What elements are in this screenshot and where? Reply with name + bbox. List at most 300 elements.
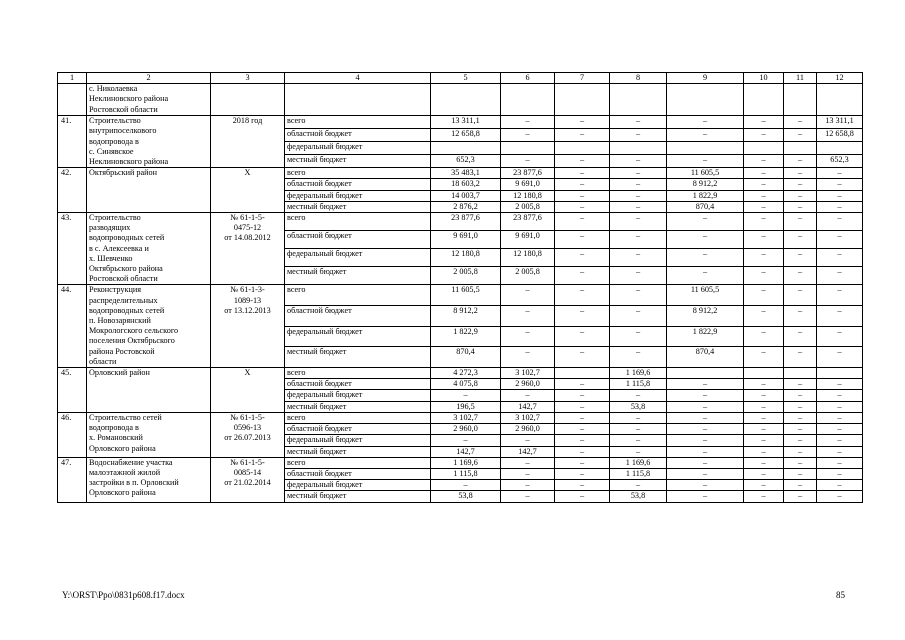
amount-cell: – bbox=[817, 190, 863, 201]
document-ref: № 61-1-5- 0475-12 от 14.08.2012 bbox=[211, 213, 285, 285]
amount-cell bbox=[610, 142, 667, 155]
amount-cell bbox=[784, 368, 817, 379]
amount-cell: – bbox=[744, 116, 784, 129]
amount-cell: – bbox=[784, 412, 817, 423]
amount-cell: – bbox=[667, 116, 744, 129]
amount-cell: – bbox=[744, 347, 784, 368]
funding-source: федеральный бюджет bbox=[285, 190, 431, 201]
amount-cell: 9 691,0 bbox=[431, 231, 501, 249]
amount-cell: – bbox=[744, 179, 784, 190]
amount-cell: – bbox=[555, 457, 610, 468]
amount-cell: – bbox=[817, 446, 863, 457]
amount-cell: – bbox=[784, 491, 817, 502]
amount-cell: – bbox=[610, 201, 667, 212]
amount-cell: 870,4 bbox=[667, 201, 744, 212]
amount-cell bbox=[555, 142, 610, 155]
amount-cell bbox=[501, 142, 555, 155]
object-name: Водоснабжение участка малоэтажной жилой застройки в п. Орловский Орловского района bbox=[87, 457, 211, 502]
amount-cell: – bbox=[501, 480, 555, 491]
table-row bbox=[58, 213, 863, 231]
row-number: 45. bbox=[58, 368, 87, 413]
amount-cell: – bbox=[610, 213, 667, 231]
funding-source: всего bbox=[285, 285, 431, 306]
amount-cell: 11 605,5 bbox=[431, 285, 501, 306]
amount-cell: – bbox=[667, 390, 744, 401]
amount-cell: – bbox=[817, 201, 863, 212]
amount-cell: – bbox=[431, 480, 501, 491]
amount-cell bbox=[784, 142, 817, 155]
document-ref: Х bbox=[211, 368, 285, 413]
amount-cell: – bbox=[744, 213, 784, 231]
amount-cell: – bbox=[667, 213, 744, 231]
amount-cell: – bbox=[667, 249, 744, 267]
funding-source: местный бюджет bbox=[285, 201, 431, 212]
row-number: 43. bbox=[58, 213, 87, 285]
amount-cell: – bbox=[501, 468, 555, 479]
amount-cell: – bbox=[817, 480, 863, 491]
amount-cell: – bbox=[610, 424, 667, 435]
amount-cell: – bbox=[744, 390, 784, 401]
amount-cell: – bbox=[555, 480, 610, 491]
amount-cell: 2 005,8 bbox=[431, 267, 501, 285]
amount-cell: 1 822,9 bbox=[667, 190, 744, 201]
amount-cell: – bbox=[817, 457, 863, 468]
amount-cell: – bbox=[610, 480, 667, 491]
funding-source: федеральный бюджет bbox=[285, 435, 431, 446]
object-name: с. Николаевка Неклиновского района Ростовской области bbox=[87, 84, 211, 116]
amount-cell: 23 877,6 bbox=[501, 213, 555, 231]
amount-cell: – bbox=[817, 412, 863, 423]
amount-cell: – bbox=[784, 129, 817, 142]
amount-cell: – bbox=[817, 213, 863, 231]
amount-cell: 142,7 bbox=[501, 446, 555, 457]
amount-cell bbox=[431, 142, 501, 155]
funding-source: местный бюджет bbox=[285, 155, 431, 168]
funding-source: областной бюджет bbox=[285, 379, 431, 390]
amount-cell: 1 169,6 bbox=[610, 368, 667, 379]
amount-cell: 23 877,6 bbox=[431, 213, 501, 231]
amount-cell: – bbox=[784, 179, 817, 190]
amount-cell: – bbox=[431, 390, 501, 401]
amount-cell: – bbox=[817, 401, 863, 412]
amount-cell: – bbox=[667, 491, 744, 502]
amount-cell bbox=[555, 368, 610, 379]
funding-source: местный бюджет bbox=[285, 267, 431, 285]
amount-cell: 870,4 bbox=[431, 347, 501, 368]
table-cell bbox=[784, 84, 817, 116]
amount-cell: 13 311,1 bbox=[431, 116, 501, 129]
table-row bbox=[58, 168, 863, 179]
amount-cell: – bbox=[610, 168, 667, 179]
table-cell bbox=[285, 84, 431, 116]
funding-source: областной бюджет bbox=[285, 129, 431, 142]
column-header: 3 bbox=[211, 73, 285, 84]
amount-cell: – bbox=[784, 390, 817, 401]
column-header: 12 bbox=[817, 73, 863, 84]
table-cell bbox=[501, 84, 555, 116]
amount-cell: – bbox=[501, 306, 555, 327]
column-header: 8 bbox=[610, 73, 667, 84]
amount-cell: – bbox=[555, 306, 610, 327]
amount-cell: – bbox=[501, 116, 555, 129]
amount-cell: – bbox=[501, 129, 555, 142]
row-number: 47. bbox=[58, 457, 87, 502]
amount-cell: – bbox=[817, 379, 863, 390]
amount-cell: – bbox=[555, 231, 610, 249]
funding-source: всего bbox=[285, 116, 431, 129]
amount-cell: – bbox=[667, 412, 744, 423]
column-header: 4 bbox=[285, 73, 431, 84]
amount-cell: – bbox=[667, 424, 744, 435]
table-row bbox=[58, 285, 863, 306]
amount-cell: – bbox=[817, 306, 863, 327]
amount-cell: – bbox=[555, 347, 610, 368]
column-header: 6 bbox=[501, 73, 555, 84]
amount-cell: – bbox=[784, 116, 817, 129]
amount-cell: 4 075,8 bbox=[431, 379, 501, 390]
funding-source: областной бюджет bbox=[285, 468, 431, 479]
amount-cell bbox=[667, 142, 744, 155]
amount-cell: – bbox=[555, 190, 610, 201]
amount-cell: – bbox=[817, 326, 863, 347]
amount-cell: 1 822,9 bbox=[431, 326, 501, 347]
funding-source: областной бюджет bbox=[285, 231, 431, 249]
amount-cell: – bbox=[555, 379, 610, 390]
amount-cell: – bbox=[817, 435, 863, 446]
amount-cell: – bbox=[744, 190, 784, 201]
amount-cell: 2 005,8 bbox=[501, 201, 555, 212]
continuation-row bbox=[58, 84, 863, 116]
amount-cell: – bbox=[501, 285, 555, 306]
amount-cell: – bbox=[817, 179, 863, 190]
amount-cell: 196,5 bbox=[431, 401, 501, 412]
amount-cell: – bbox=[817, 468, 863, 479]
column-header: 5 bbox=[431, 73, 501, 84]
amount-cell: – bbox=[784, 457, 817, 468]
table-row bbox=[58, 368, 863, 379]
amount-cell: – bbox=[555, 491, 610, 502]
amount-cell: – bbox=[817, 267, 863, 285]
object-name: Реконструкция распределительных водопроводных сетей п. Новозарянский Мокрологского сельского поселения Октябрьского района Ростовской области bbox=[87, 285, 211, 368]
amount-cell: – bbox=[784, 468, 817, 479]
amount-cell: – bbox=[667, 468, 744, 479]
object-name: Строительство сетей водопровода в х. Романовский Орловского района bbox=[87, 412, 211, 457]
column-header: 1 bbox=[58, 73, 87, 84]
amount-cell: – bbox=[784, 326, 817, 347]
amount-cell: – bbox=[817, 231, 863, 249]
amount-cell: – bbox=[501, 390, 555, 401]
funding-source: всего bbox=[285, 368, 431, 379]
amount-cell: – bbox=[501, 347, 555, 368]
amount-cell: – bbox=[610, 155, 667, 168]
amount-cell: – bbox=[784, 249, 817, 267]
amount-cell: – bbox=[501, 491, 555, 502]
amount-cell: – bbox=[784, 306, 817, 327]
amount-cell: 9 691,0 bbox=[501, 231, 555, 249]
amount-cell: – bbox=[667, 155, 744, 168]
column-header: 11 bbox=[784, 73, 817, 84]
document-ref: № 61-1-3- 1089-13 от 13.12.2013 bbox=[211, 285, 285, 368]
amount-cell: – bbox=[817, 390, 863, 401]
amount-cell: 8 912,2 bbox=[667, 179, 744, 190]
amount-cell: – bbox=[784, 480, 817, 491]
funding-source: областной бюджет bbox=[285, 424, 431, 435]
amount-cell: – bbox=[667, 129, 744, 142]
funding-source: областной бюджет bbox=[285, 179, 431, 190]
funding-source: федеральный бюджет bbox=[285, 326, 431, 347]
amount-cell bbox=[817, 142, 863, 155]
amount-cell: – bbox=[744, 129, 784, 142]
amount-cell: – bbox=[817, 347, 863, 368]
amount-cell: – bbox=[610, 446, 667, 457]
amount-cell: 12 180,8 bbox=[501, 190, 555, 201]
document-ref: 2018 год bbox=[211, 116, 285, 168]
amount-cell: – bbox=[817, 491, 863, 502]
amount-cell: – bbox=[555, 401, 610, 412]
amount-cell: – bbox=[610, 285, 667, 306]
header-row bbox=[58, 73, 863, 84]
amount-cell: 23 877,6 bbox=[501, 168, 555, 179]
amount-cell: – bbox=[555, 267, 610, 285]
amount-cell: – bbox=[555, 168, 610, 179]
amount-cell: 18 603,2 bbox=[431, 179, 501, 190]
amount-cell: – bbox=[784, 435, 817, 446]
amount-cell: 142,7 bbox=[431, 446, 501, 457]
amount-cell: – bbox=[555, 155, 610, 168]
object-name: Октябрьский район bbox=[87, 168, 211, 213]
amount-cell: – bbox=[431, 435, 501, 446]
amount-cell: 652,3 bbox=[817, 155, 863, 168]
amount-cell: – bbox=[610, 435, 667, 446]
object-name: Строительство внутрипоселкового водопровода в с. Синявское Неклиновского района bbox=[87, 116, 211, 168]
table-cell bbox=[610, 84, 667, 116]
amount-cell: – bbox=[555, 179, 610, 190]
amount-cell: – bbox=[744, 424, 784, 435]
amount-cell: – bbox=[555, 201, 610, 212]
amount-cell: – bbox=[555, 435, 610, 446]
amount-cell: – bbox=[744, 468, 784, 479]
amount-cell: 1 115,8 bbox=[431, 468, 501, 479]
amount-cell: – bbox=[610, 179, 667, 190]
amount-cell: 3 102,7 bbox=[501, 368, 555, 379]
amount-cell: – bbox=[744, 401, 784, 412]
amount-cell: – bbox=[744, 326, 784, 347]
row-number: 42. bbox=[58, 168, 87, 213]
amount-cell: 1 115,8 bbox=[610, 379, 667, 390]
funding-source: федеральный бюджет bbox=[285, 480, 431, 491]
budget-table bbox=[57, 72, 863, 503]
funding-source: областной бюджет bbox=[285, 306, 431, 327]
amount-cell: 12 180,8 bbox=[501, 249, 555, 267]
amount-cell: – bbox=[817, 249, 863, 267]
amount-cell: 8 912,2 bbox=[667, 306, 744, 327]
column-header: 7 bbox=[555, 73, 610, 84]
amount-cell: 870,4 bbox=[667, 347, 744, 368]
column-header: 9 bbox=[667, 73, 744, 84]
table-cell bbox=[58, 84, 87, 116]
amount-cell: – bbox=[744, 435, 784, 446]
footer-file-path: Y:\ORST\Ppo\0831p608.f17.docx bbox=[62, 590, 185, 600]
funding-source: федеральный бюджет bbox=[285, 142, 431, 155]
amount-cell: – bbox=[555, 213, 610, 231]
amount-cell: 53,8 bbox=[610, 491, 667, 502]
amount-cell: 14 003,7 bbox=[431, 190, 501, 201]
amount-cell: – bbox=[501, 457, 555, 468]
amount-cell: – bbox=[817, 424, 863, 435]
amount-cell: – bbox=[610, 390, 667, 401]
page-number: 85 bbox=[836, 590, 845, 600]
amount-cell: – bbox=[744, 446, 784, 457]
amount-cell: – bbox=[784, 446, 817, 457]
amount-cell: – bbox=[667, 446, 744, 457]
amount-cell: – bbox=[744, 491, 784, 502]
funding-source: федеральный бюджет bbox=[285, 390, 431, 401]
amount-cell: – bbox=[744, 249, 784, 267]
amount-cell: – bbox=[555, 390, 610, 401]
document-ref: Х bbox=[211, 168, 285, 213]
funding-source: всего bbox=[285, 168, 431, 179]
funding-source: всего bbox=[285, 213, 431, 231]
amount-cell: – bbox=[784, 285, 817, 306]
amount-cell: – bbox=[610, 231, 667, 249]
amount-cell: 2 876,2 bbox=[431, 201, 501, 212]
amount-cell: – bbox=[555, 412, 610, 423]
amount-cell: – bbox=[784, 190, 817, 201]
amount-cell: – bbox=[817, 285, 863, 306]
amount-cell: – bbox=[744, 267, 784, 285]
amount-cell: – bbox=[667, 457, 744, 468]
amount-cell: – bbox=[667, 231, 744, 249]
funding-source: местный бюджет bbox=[285, 491, 431, 502]
table-cell bbox=[667, 84, 744, 116]
amount-cell: – bbox=[555, 468, 610, 479]
amount-cell: – bbox=[555, 326, 610, 347]
amount-cell bbox=[817, 368, 863, 379]
table-cell bbox=[211, 84, 285, 116]
amount-cell: – bbox=[784, 155, 817, 168]
amount-cell: – bbox=[501, 155, 555, 168]
amount-cell: 8 912,2 bbox=[431, 306, 501, 327]
amount-cell: – bbox=[744, 168, 784, 179]
amount-cell: – bbox=[784, 168, 817, 179]
amount-cell: – bbox=[744, 457, 784, 468]
amount-cell: – bbox=[667, 379, 744, 390]
amount-cell: 1 169,6 bbox=[431, 457, 501, 468]
amount-cell: – bbox=[555, 116, 610, 129]
amount-cell: – bbox=[667, 401, 744, 412]
amount-cell: 12 658,8 bbox=[431, 129, 501, 142]
amount-cell: 1 115,8 bbox=[610, 468, 667, 479]
amount-cell: – bbox=[610, 249, 667, 267]
amount-cell: 142,7 bbox=[501, 401, 555, 412]
amount-cell bbox=[744, 368, 784, 379]
amount-cell: – bbox=[784, 267, 817, 285]
amount-cell: 53,8 bbox=[610, 401, 667, 412]
amount-cell: 11 605,5 bbox=[667, 168, 744, 179]
amount-cell: 3 102,7 bbox=[501, 412, 555, 423]
row-number: 44. bbox=[58, 285, 87, 368]
amount-cell: – bbox=[744, 155, 784, 168]
amount-cell: 1 169,6 bbox=[610, 457, 667, 468]
amount-cell: 9 691,0 bbox=[501, 179, 555, 190]
table-row bbox=[58, 457, 863, 468]
amount-cell: – bbox=[667, 435, 744, 446]
funding-source: всего bbox=[285, 412, 431, 423]
amount-cell: – bbox=[610, 129, 667, 142]
amount-cell: 13 311,1 bbox=[817, 116, 863, 129]
funding-source: местный бюджет bbox=[285, 401, 431, 412]
amount-cell: – bbox=[610, 306, 667, 327]
amount-cell: – bbox=[784, 231, 817, 249]
amount-cell: – bbox=[817, 168, 863, 179]
amount-cell: 12 180,8 bbox=[431, 249, 501, 267]
amount-cell: – bbox=[744, 285, 784, 306]
amount-cell: – bbox=[555, 249, 610, 267]
column-header: 10 bbox=[744, 73, 784, 84]
amount-cell: – bbox=[667, 267, 744, 285]
table-cell bbox=[817, 84, 863, 116]
amount-cell: – bbox=[744, 306, 784, 327]
table-row bbox=[58, 116, 863, 129]
amount-cell: – bbox=[501, 435, 555, 446]
amount-cell: 11 605,5 bbox=[667, 285, 744, 306]
amount-cell: 2 960,0 bbox=[501, 424, 555, 435]
amount-cell bbox=[667, 368, 744, 379]
amount-cell: – bbox=[610, 267, 667, 285]
column-header: 2 bbox=[87, 73, 211, 84]
amount-cell: 35 483,1 bbox=[431, 168, 501, 179]
amount-cell: – bbox=[555, 129, 610, 142]
object-name: Орловский район bbox=[87, 368, 211, 413]
object-name: Строительство разводящих водопроводных сетей в с. Алексеевка и х. Шевченко Октябрьского района Ростовской области bbox=[87, 213, 211, 285]
amount-cell: – bbox=[610, 326, 667, 347]
amount-cell: – bbox=[784, 201, 817, 212]
amount-cell: – bbox=[610, 116, 667, 129]
amount-cell: – bbox=[744, 480, 784, 491]
amount-cell: – bbox=[784, 213, 817, 231]
amount-cell: 2 005,8 bbox=[501, 267, 555, 285]
document-ref: № 61-1-5- 0596-13 от 26.07.2013 bbox=[211, 412, 285, 457]
funding-source: местный бюджет bbox=[285, 446, 431, 457]
amount-cell: – bbox=[744, 231, 784, 249]
table-cell bbox=[744, 84, 784, 116]
amount-cell: – bbox=[784, 401, 817, 412]
amount-cell: 53,8 bbox=[431, 491, 501, 502]
amount-cell: – bbox=[667, 480, 744, 491]
funding-source: местный бюджет bbox=[285, 347, 431, 368]
amount-cell: – bbox=[555, 446, 610, 457]
row-number: 41. bbox=[58, 116, 87, 168]
amount-cell: 1 822,9 bbox=[667, 326, 744, 347]
amount-cell: 12 658,8 bbox=[817, 129, 863, 142]
amount-cell: – bbox=[784, 424, 817, 435]
funding-source: федеральный бюджет bbox=[285, 249, 431, 267]
amount-cell bbox=[744, 142, 784, 155]
amount-cell: 652,3 bbox=[431, 155, 501, 168]
amount-cell: – bbox=[744, 379, 784, 390]
amount-cell: – bbox=[610, 347, 667, 368]
funding-source: всего bbox=[285, 457, 431, 468]
amount-cell: – bbox=[784, 347, 817, 368]
amount-cell: – bbox=[784, 379, 817, 390]
amount-cell: 3 102,7 bbox=[431, 412, 501, 423]
amount-cell: 4 272,3 bbox=[431, 368, 501, 379]
row-number: 46. bbox=[58, 412, 87, 457]
table-row bbox=[58, 412, 863, 423]
document-ref: № 61-1-5- 0085-14 от 21.02.2014 bbox=[211, 457, 285, 502]
amount-cell: 2 960,0 bbox=[501, 379, 555, 390]
amount-cell: 2 960,0 bbox=[431, 424, 501, 435]
